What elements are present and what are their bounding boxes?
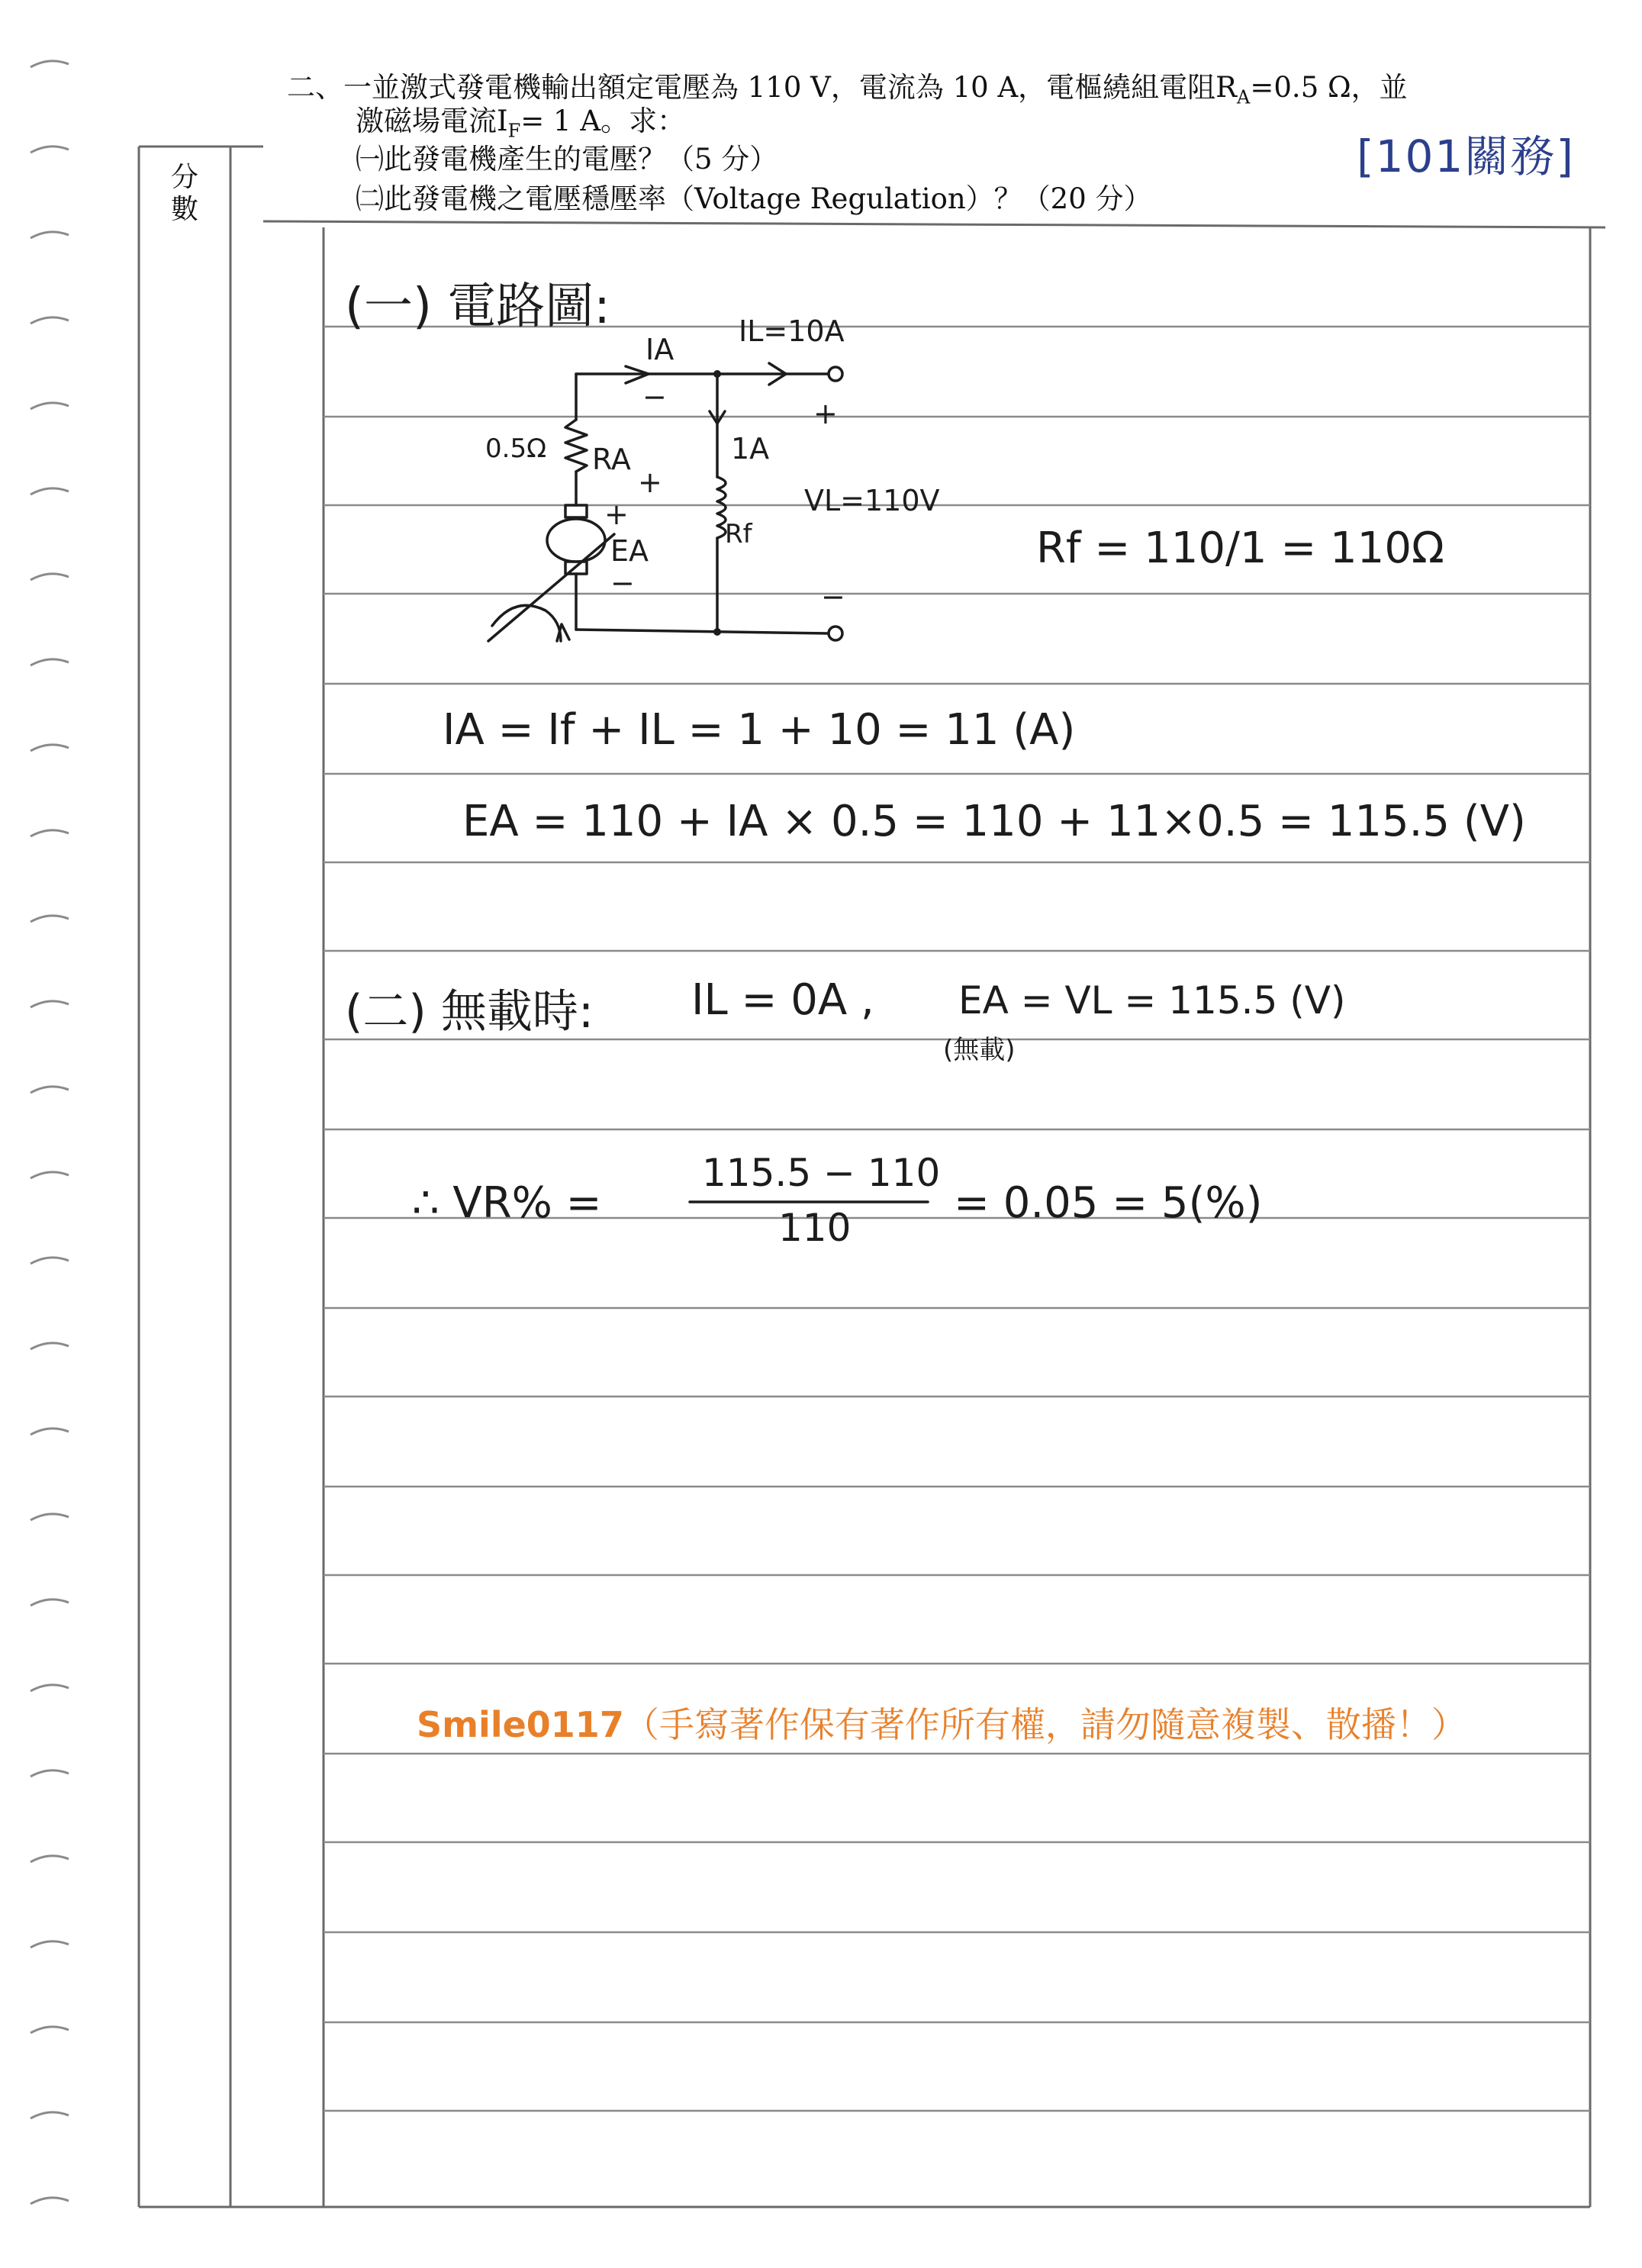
question-line-1: 二、一並激式發電機輸出額定電壓為 110 V，電流為 10 A，電樞繞組電阻$R_A=0.5$ Ω，並 [287,71,1408,108]
question-part-1: ㈠此發電機產生的電壓？（5 分） [356,143,778,176]
rf-equation: Rf = 110/1 = 110Ω [1036,524,1444,573]
circuit-minus-bottom: − [821,580,845,614]
circuit-plus-top: + [813,397,838,430]
question-part-2: ㈡此發電機之電壓穩壓率（Voltage Regulation）？（20 分） [356,182,1152,215]
ia-equation: IA = If + IL = 1 + 10 = 11 (A) [443,705,1076,755]
noload-note: (無載) [943,1035,1016,1065]
circuit-minus-ea: − [610,566,635,600]
circuit-label-vl: VL=110V [804,484,940,517]
circuit-label-rf: Rf [725,519,752,549]
vr-numerator: 115.5 − 110 [702,1151,941,1195]
ea-equation: EA = 110 + IA × 0.5 = 110 + 11×0.5 = 115.5 (V) [462,797,1526,846]
part2-heading: (二) 無載時: [345,985,594,1039]
circuit-label-ra-value: 0.5Ω [485,433,547,464]
vr-lhs: ∴ VR% = [412,1178,602,1228]
question-line-2: 激磁場電流$I_F= 1$ A。求： [356,105,686,142]
circuit-minus-ia: − [642,380,667,414]
circuit-label-ea: EA [610,534,649,568]
vr-rhs: = 0.05 = 5(%) [954,1178,1263,1228]
circuit-label-ra: RA [592,443,631,476]
noload-il: IL = 0A , [691,975,874,1025]
circuit-label-if: 1A [731,432,770,466]
circuit-label-il: IL=10A [739,314,845,348]
circuit-plus-ra: + [638,466,662,499]
circuit-label-ia: IA [646,333,675,366]
exam-tag: [101關務] [1357,130,1575,182]
copyright-watermark: Smile0117（手寫著作保有著作所有權，請勿隨意複製、散播！） [417,1704,1467,1745]
score-label: 分數 [171,162,199,225]
noload-ea: EA = VL = 115.5 (V) [958,978,1346,1023]
vr-denominator: 110 [778,1206,852,1250]
circuit-plus-ea: + [604,498,629,531]
vr-fraction-bar [687,1198,931,1206]
part1-heading: (一) 電路圖: [345,279,610,335]
